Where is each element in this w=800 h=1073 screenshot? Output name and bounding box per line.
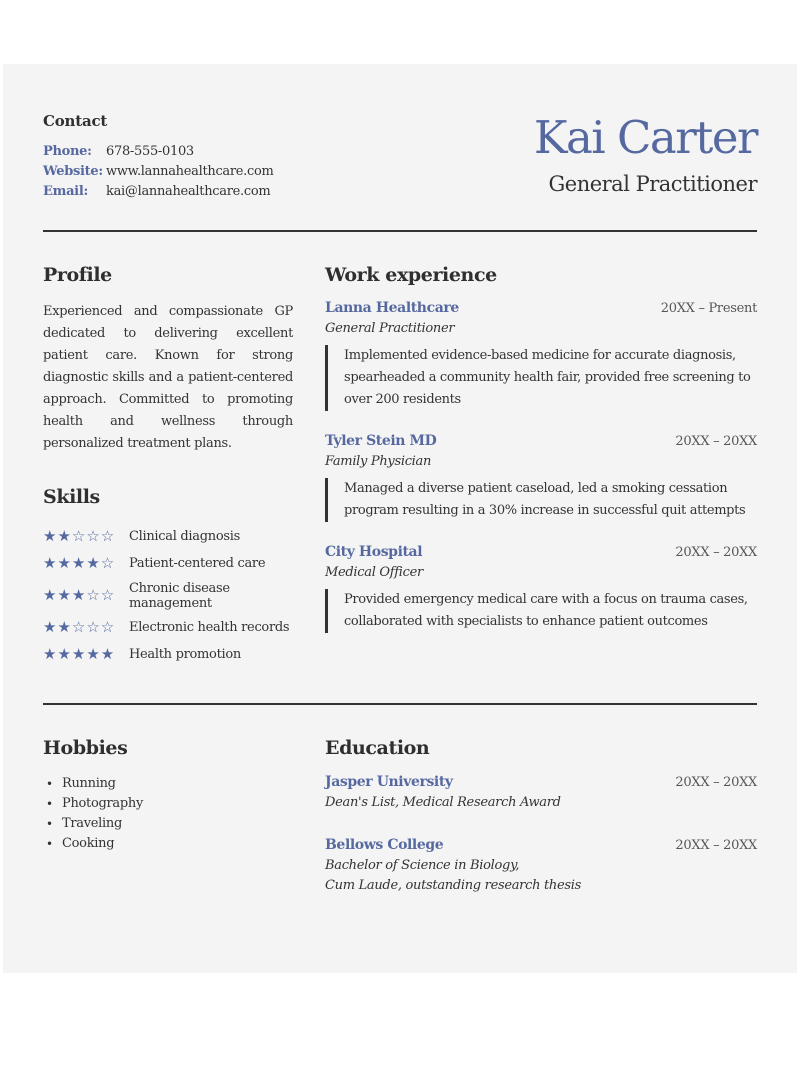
section-divider xyxy=(43,703,757,705)
hobby-item xyxy=(43,814,293,834)
job-company: City Hospital xyxy=(325,544,423,560)
education-heading: Education xyxy=(325,737,430,759)
resume-page xyxy=(3,64,797,973)
skills-list xyxy=(43,523,293,668)
skills-heading: Skills xyxy=(43,486,100,508)
skill-item xyxy=(43,577,293,614)
person-name: Kai Carter xyxy=(533,111,757,164)
star-rating-icon: ★★★★☆ xyxy=(43,554,116,572)
person-title: General Practitioner xyxy=(548,172,757,196)
job-company: Tyler Stein MD xyxy=(325,433,437,449)
job-dates: 20XX – Present xyxy=(660,301,757,316)
education-header xyxy=(325,835,757,856)
education-detail: Bachelor of Science in Biology, xyxy=(325,858,520,873)
star-rating-icon: ★★☆☆☆ xyxy=(43,527,116,545)
website-label: Website: xyxy=(43,164,103,179)
work-experience-section xyxy=(325,263,757,653)
contact-website xyxy=(43,162,343,182)
job-role: Family Physician xyxy=(325,454,432,469)
education-item xyxy=(325,835,757,896)
job-dates: 20XX – 20XX xyxy=(675,545,757,560)
job-header xyxy=(325,542,757,563)
job-description: Implemented evidence-based medicine for accurate diagnosis, spearheaded a community health fair, provided free screening to over 200 residents xyxy=(325,345,757,411)
education-dates: 20XX – 20XX xyxy=(675,838,757,853)
skill-name: Health promotion xyxy=(129,647,241,662)
name-block xyxy=(534,110,757,198)
phone-label: Phone: xyxy=(43,144,92,159)
bullet-icon: • xyxy=(46,817,53,831)
bullet-icon: • xyxy=(46,797,53,811)
email-value[interactable]: kai@lannahealthcare.com xyxy=(106,184,271,199)
education-section xyxy=(325,736,757,918)
hobby-label: Traveling xyxy=(62,816,122,831)
work-experience-heading: Work experience xyxy=(325,264,497,286)
skill-name: Patient-centered care xyxy=(129,556,266,571)
contact-phone xyxy=(43,142,343,162)
education-detail: Cum Laude, outstanding research thesis xyxy=(325,878,581,893)
hobbies-heading: Hobbies xyxy=(43,737,128,759)
contact-heading: Contact xyxy=(43,112,108,130)
star-rating-icon: ★★★★★ xyxy=(43,645,116,663)
hobby-item xyxy=(43,834,293,854)
job-role: General Practitioner xyxy=(325,321,455,336)
skill-item xyxy=(43,614,293,641)
resume-content xyxy=(43,64,757,973)
skill-item xyxy=(43,523,293,550)
education-list xyxy=(325,772,757,896)
bullet-icon: • xyxy=(46,837,53,851)
education-item xyxy=(325,772,757,813)
hobby-item xyxy=(43,794,293,814)
website-value[interactable]: www.lannahealthcare.com xyxy=(106,164,274,179)
hobby-label: Photography xyxy=(62,796,144,811)
phone-value: 678-555-0103 xyxy=(106,144,194,159)
hobbies-list xyxy=(43,774,293,854)
hobbies-section xyxy=(43,736,293,854)
job-item xyxy=(325,542,757,633)
profile-heading: Profile xyxy=(43,264,112,286)
job-company: Lanna Healthcare xyxy=(325,300,459,316)
school-name: Bellows College xyxy=(325,837,444,853)
job-header xyxy=(325,431,757,452)
job-item xyxy=(325,298,757,411)
skill-item xyxy=(43,550,293,577)
education-header xyxy=(325,772,757,793)
job-list xyxy=(325,298,757,633)
skill-item xyxy=(43,641,293,668)
left-column-top xyxy=(43,263,293,668)
contact-section xyxy=(43,112,343,202)
job-item xyxy=(325,431,757,522)
hobby-label: Running xyxy=(62,776,116,791)
skill-name: Electronic health records xyxy=(129,620,290,635)
school-name: Jasper University xyxy=(325,774,453,790)
star-rating-icon: ★★★☆☆ xyxy=(43,586,116,604)
skill-name: Chronic disease management xyxy=(129,580,230,611)
hobby-label: Cooking xyxy=(62,836,115,851)
email-label: Email: xyxy=(43,184,88,199)
profile-text: Experienced and compassionate GP dedicated to delivering excellent patient care. Known for strong diagnostic skills and a patient-centered approach. Committed to promoting health and wellness through personalized treatment plans. xyxy=(43,304,293,451)
job-description: Managed a diverse patient caseload, led a smoking cessation program resulting in a 30% increase in successful quit attempts xyxy=(325,478,757,522)
education-dates: 20XX – 20XX xyxy=(675,775,757,790)
job-role: Medical Officer xyxy=(325,565,423,580)
star-rating-icon: ★★☆☆☆ xyxy=(43,618,116,636)
education-detail: Dean's List, Medical Research Award xyxy=(325,795,561,810)
job-header xyxy=(325,298,757,319)
skill-name: Clinical diagnosis xyxy=(129,529,240,544)
header-divider xyxy=(43,230,757,232)
hobby-item xyxy=(43,774,293,794)
contact-email xyxy=(43,182,343,202)
job-description: Provided emergency medical care with a focus on trauma cases, collaborated with specialists to enhance patient outcomes xyxy=(325,589,757,633)
bullet-icon: • xyxy=(46,777,53,791)
job-dates: 20XX – 20XX xyxy=(675,434,757,449)
